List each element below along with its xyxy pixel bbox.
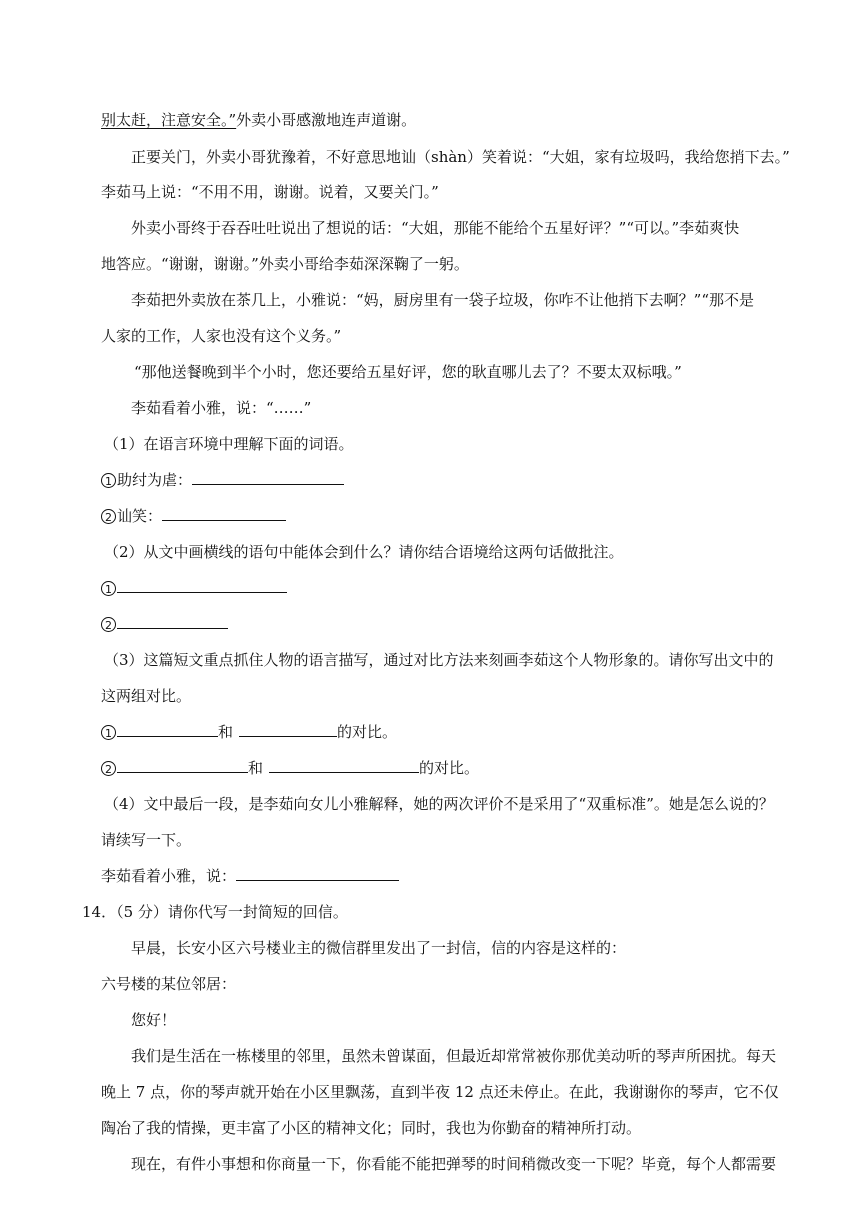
question-3-line-2: 这两组对比。 — [101, 687, 192, 705]
circled-number-2: 2 — [101, 761, 116, 776]
circled-number-1: 1 — [101, 581, 116, 596]
letter-intro: 早晨，长安小区六号楼业主的微信群里发出了一封信，信的内容是这样的： — [131, 939, 627, 957]
question-14: 14．（5 分）请你代写一封简短的回信。 — [82, 903, 348, 921]
story-paragraph-2-line-2: 李茹马上说：“不用不用，谢谢。说着，又要关门。” — [101, 183, 439, 201]
letter-greeting: 您好！ — [131, 1011, 177, 1029]
letter-salutation: 六号楼的某位邻居： — [101, 975, 237, 993]
question-number: 14． — [82, 903, 117, 921]
question-2-item-2 — [101, 614, 228, 634]
underlined-sentence: 别太赶，注意安全。” — [101, 111, 237, 129]
answer-blank[interactable] — [269, 758, 419, 773]
story-paragraph-5: “那他送餐晚到半个小时，您还要给五星好评，您的耿直哪儿去了？不要太双标哦。” — [134, 363, 682, 381]
story-paragraph-2-line-1: 正要关门，外卖小哥犹豫着，不好意思地讪（shàn）笑着说：“大姐，家有垃圾吗，我给您捎下去。” — [131, 148, 790, 166]
circled-number-1: 1 — [101, 473, 116, 488]
question-1-item-1: 1 助纣为虐： — [101, 470, 344, 490]
question-4-answer: 李茹看着小雅，说： — [101, 866, 399, 886]
answer-blank[interactable] — [192, 470, 344, 485]
story-paragraph-4-line-1: 李茹把外卖放在茶几上，小雅说：“妈，厨房里有一袋子垃圾，你咋不让他捎下去啊？”“那不是 — [131, 291, 755, 309]
letter-body-line-1: 我们是生活在一栋楼里的邻里，虽然未曾谋面，但最近却常常被你那优美动听的琴声所困扰。每天 — [131, 1047, 777, 1065]
letter-body-line-4: 现在，有件小事想和你商量一下，你看能不能把弹琴的时间稍微改变一下呢？毕竟，每个人都需要 — [131, 1155, 777, 1173]
question-3-item-2: 2 和 的对比。 — [101, 758, 479, 778]
question-4-line-2: 请续写一下。 — [101, 831, 192, 849]
question-4-line-1: （4）文中最后一段，是李茹向女儿小雅解释，她的两次评价不是采用了“双重标准”。她是怎么说的？ — [104, 795, 774, 813]
circled-number-2: 2 — [101, 617, 116, 632]
story-paragraph-4-line-2: 人家的工作，人家也没有这个义务。” — [101, 327, 342, 345]
answer-blank[interactable] — [236, 866, 399, 881]
answer-blank[interactable] — [117, 758, 248, 773]
circled-number-2: 2 — [101, 509, 116, 524]
answer-blank[interactable] — [117, 722, 218, 737]
letter-body-line-2: 晚上 7 点，你的琴声就开始在小区里飘荡，直到半夜 12 点还未停止。在此，我谢谢你的琴声，它不仅 — [101, 1083, 779, 1101]
answer-blank[interactable] — [117, 578, 287, 593]
story-paragraph-1: 别太赶，注意安全。”外卖小哥感激地连声道谢。 — [101, 111, 417, 129]
question-1-item-2: 2 讪笑： — [101, 506, 286, 526]
answer-blank[interactable] — [239, 722, 337, 737]
circled-number-1: 1 — [101, 725, 116, 740]
story-paragraph-6: 李茹看着小雅，说：“……” — [131, 399, 312, 417]
question-3-line-1: （3）这篇短文重点抓住人物的语言描写，通过对比方法来刻画李茹这个人物形象的。请你写出文中的 — [104, 651, 774, 669]
story-paragraph-3-line-1: 外卖小哥终于吞吞吐吐说出了想说的话：“大姐，那能不能给个五星好评？”“可以。”李茹爽快 — [131, 219, 740, 237]
letter-body-line-3: 陶冶了我的情操，更丰富了小区的精神文化；同时，我也为你勤奋的精神所打动。 — [101, 1119, 642, 1137]
question-1: （1）在语言环境中理解下面的词语。 — [104, 435, 354, 453]
story-paragraph-3-line-2: 地答应。“谢谢，谢谢。”外卖小哥给李茹深深鞠了一躬。 — [101, 255, 469, 273]
question-3-item-1: 1 和 的对比。 — [101, 722, 397, 742]
answer-blank[interactable] — [117, 614, 228, 629]
question-2: （2）从文中画横线的语句中能体会到什么？请你结合语境给这两句话做批注。 — [104, 543, 624, 561]
answer-blank[interactable] — [162, 506, 286, 521]
question-2-item-1 — [101, 578, 287, 598]
